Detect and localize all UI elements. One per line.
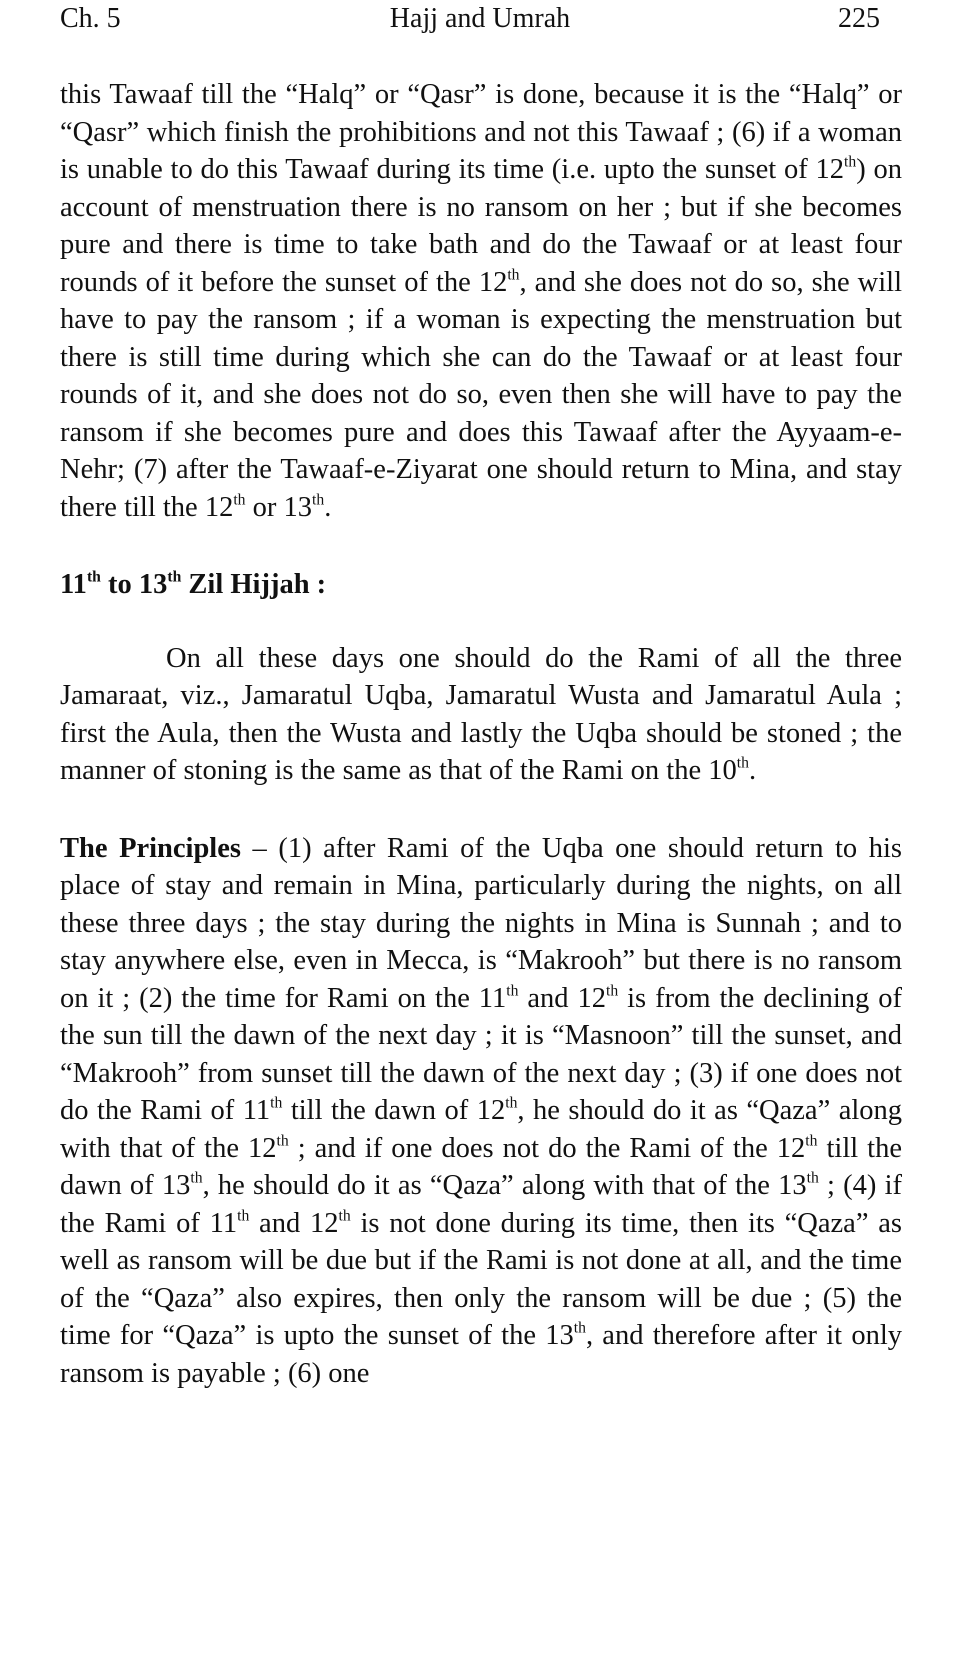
chapter-label: Ch. 5 xyxy=(60,3,121,34)
paragraph-principles: The Principles – (1) after Rami of the Uqba one should return to his place of stay and remain in Mina, particularly during the nights, on all these three days ; the stay during the nights in Mina is Sunnah ; and to stay anywhere else, even in Mecca, is “Makrooh” but there is no ransom on it ; (2) the time for Rami on the 11th and 12th is from the declining of the sun till the dawn of the next day ; it is “Masnoon” till the sunset, and “Makrooh” from sunset till the dawn of the next day ; (3) if one does not do the Rami of 11th till the dawn of 12th, he should do it as “Qaza” along with that of the 12th ; and if one does not do the Rami of the 12th till the dawn of 13th, he should do it as “Qaza” along with that of the 13th ; (4) if the Rami of 11th and 12th is not done during its time, then its “Qaza” as well as ransom will be due but if the Rami is not done at all, and the time of the “Qaza” also expires, then only the ransom will be due ; (5) the time for “Qaza” is upto the sunset of the 13th, and therefore after it only ransom is payable ; (6) one xyxy=(60,832,903,1389)
page-body xyxy=(60,76,902,1392)
book-title: Hajj and Umrah xyxy=(389,3,571,34)
section-heading: 11th to 13th Zil Hijjah : xyxy=(60,568,327,600)
paragraph-continued: this Tawaaf till the “Halq” or “Qasr” is done, because it is the “Halq” or “Qasr” which finish the prohibitions and not this Tawaaf ; (6) if a woman is unable to do this Tawaaf during its time (i.e. upto the sunset of 12th) on account of menstruation there is no ransom on her ; but if she becomes pure and there is time to take bath and do the Tawaaf or at least four rounds of it before the sunset of the 12th, and she does not do so, she will have to pay the ransom ; if a woman is expecting the menstruation but there is still time during which she can do the Tawaaf or at least four rounds of it, and she does not do so, even then she will have to pay the ransom if she becomes pure and does this Tawaaf after the Ayyaam-e-Nehr; (7) after the Tawaaf-e-Ziyarat one should return to Mina, and stay there till the 12th or 13th. xyxy=(60,79,902,523)
running-header xyxy=(60,2,900,36)
paragraph-rami-days: On all these days one should do the Rami of all the three Jamaraat, viz., Jamaratul Uqba, Jamaratul Wusta and Jamaratul Aula ; first the Aula, then the Wusta and lastly the Uqba should be stoned ; the manner of stoning is the same as that of the Rami on the 10th. xyxy=(60,642,902,786)
principles-lead: The Principles xyxy=(60,832,241,864)
page-number: 225 xyxy=(838,3,880,34)
